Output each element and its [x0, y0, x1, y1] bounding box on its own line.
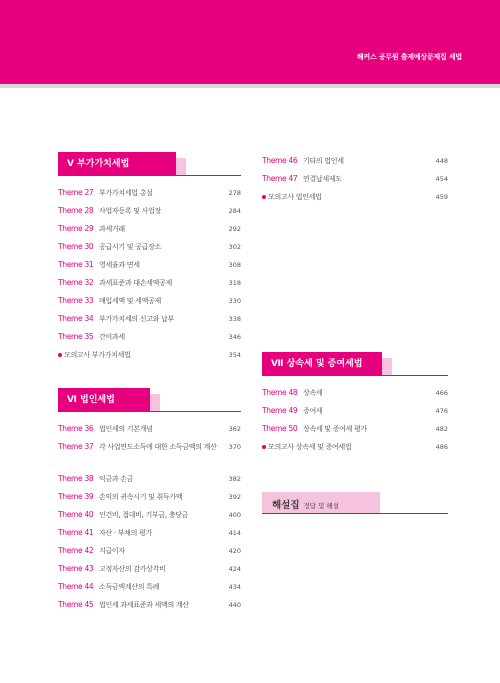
toc-mock-exam-entry[interactable]: 모의고사 상속세 및 증여세법 486	[262, 438, 448, 456]
part-heading-7	[262, 352, 448, 376]
toc-entry[interactable]: Theme 34 부가가치세의 신고와 납부 338	[58, 314, 241, 323]
toc-entry[interactable]: Theme 40 인건비, 접대비, 기부금, 충당금 400	[58, 510, 241, 519]
toc-entry[interactable]: Theme 27 부가가치세법 총설 278	[58, 188, 241, 197]
part-title: Ⅶ 상속세 및 증여세법	[262, 352, 382, 376]
part-heading-5	[58, 152, 241, 176]
toc-entry[interactable]: Theme 29 과세거래 292	[58, 224, 241, 233]
part-heading-6	[58, 388, 241, 412]
bullet-dot-icon	[262, 195, 266, 199]
toc-entry[interactable]: Theme 31 영세율과 면세 308	[58, 260, 241, 269]
toc-left-column	[58, 152, 241, 614]
toc-entry[interactable]: Theme 32 과세표준과 대손세액공제 318	[58, 278, 241, 287]
solutions-heading[interactable]	[262, 492, 448, 514]
solutions-title: 해설집	[272, 500, 300, 511]
part-title: Ⅴ 부가가치세법	[58, 152, 176, 176]
toc-mock-exam-entry[interactable]: 모의고사 법인세법 459	[262, 188, 448, 206]
header-rule	[0, 84, 500, 88]
toc-mock-exam-entry[interactable]: 모의고사 부가가치세법 354	[58, 346, 241, 364]
bullet-dot-icon	[58, 353, 62, 357]
toc-entry[interactable]: Theme 39 손익의 귀속시기 및 취득가액 392	[58, 492, 241, 501]
toc-entry[interactable]: Theme 48 상속세 466	[262, 388, 448, 397]
series-title: 해커스 공무원 출제예상문제집 세법	[356, 53, 462, 61]
toc-entry[interactable]: Theme 50 상속세 및 증여세 평가 482	[262, 424, 448, 433]
toc-entry[interactable]: Theme 33 매입세액 및 세액공제 330	[58, 296, 241, 305]
toc-entry[interactable]: Theme 43 고정자산의 감가상각비 424	[58, 564, 241, 573]
toc-right-column	[262, 152, 448, 514]
toc-entry[interactable]: Theme 47 연결납세제도 454	[262, 174, 448, 183]
toc-entry[interactable]: Theme 42 지급이자 420	[58, 546, 241, 555]
toc-entry[interactable]: Theme 49 증여세 476	[262, 406, 448, 415]
part-title: Ⅵ 법인세법	[58, 388, 150, 412]
toc-entry[interactable]: Theme 45 법인세 과세표준과 세액의 계산 440	[58, 600, 241, 609]
solutions-subtitle: 정답 및 해설	[303, 502, 340, 510]
bullet-dot-icon	[262, 445, 266, 449]
toc-entry[interactable]: Theme 35 간이과세 346	[58, 332, 241, 341]
header-band	[0, 0, 500, 84]
toc-entry[interactable]: Theme 28 사업자등록 및 사업장 284	[58, 206, 241, 215]
toc-entry[interactable]: Theme 44 소득금액계산의 특례 434	[58, 582, 241, 591]
toc-entry[interactable]: Theme 30 공급시기 및 공급장소 302	[58, 242, 241, 251]
toc-entry[interactable]: Theme 46 기타의 법인세 448	[262, 156, 448, 165]
toc-entry[interactable]: Theme 36 법인세의 기본개념 362	[58, 424, 241, 433]
toc-entry[interactable]: Theme 41 자산 · 부채의 평가 414	[58, 528, 241, 537]
toc-entry[interactable]: Theme 38 익금과 손금 382	[58, 474, 241, 483]
toc-entry[interactable]: Theme 37 각 사업연도소득에 대한 소득금액의 계산 370	[58, 442, 241, 451]
